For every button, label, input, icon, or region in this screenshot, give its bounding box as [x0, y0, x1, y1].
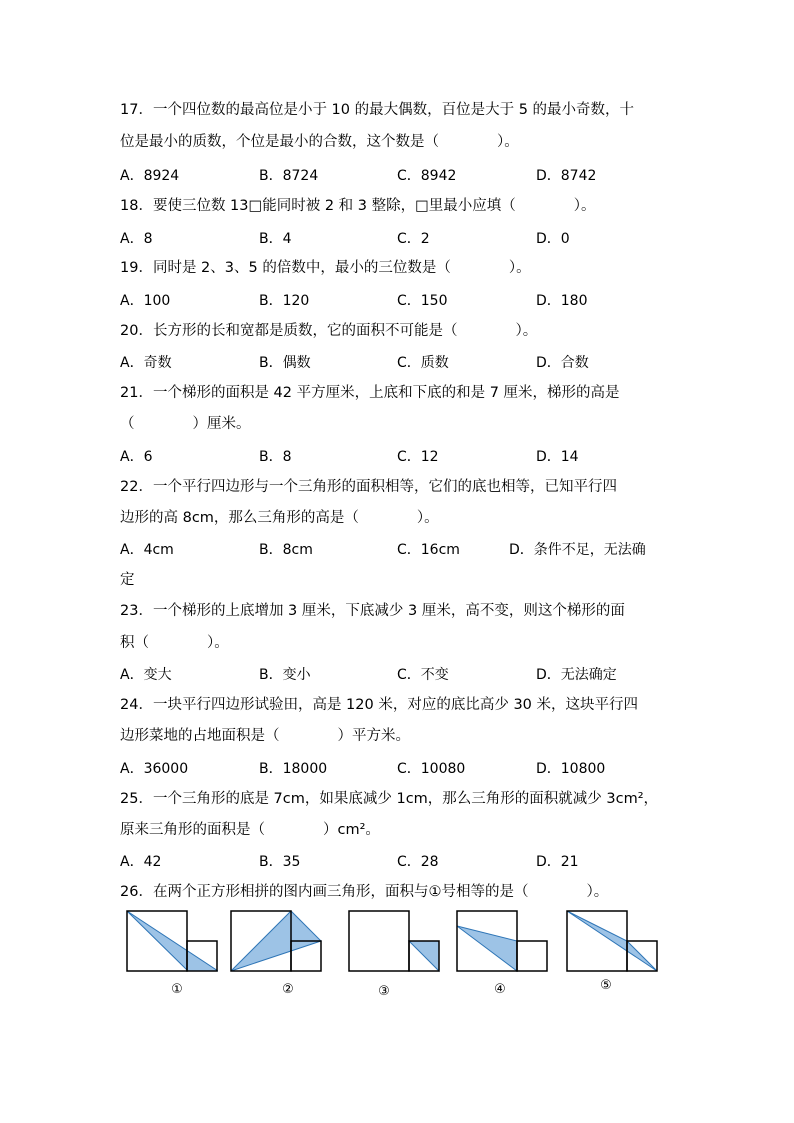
figure-4-label: ④	[494, 982, 506, 997]
option-b: B．35	[259, 854, 301, 870]
option-b: B．变小	[259, 667, 311, 683]
question-18-line-1: 18．要使三位数 13□能同时被 2 和 3 整除，□里最小应填（ ）。	[120, 198, 596, 214]
option-c: C．12	[397, 449, 439, 465]
option-c: C．16cm	[397, 542, 460, 558]
question-17-options	[120, 165, 680, 185]
option-c: C．不变	[397, 667, 449, 683]
question-25-line-1: 25．一个三角形的底是 7cm，如果底减少 1cm，那么三角形的面积就减少 3cm²，	[120, 791, 659, 807]
figure-row	[120, 910, 680, 1010]
question-24-line-2: 边形菜地的占地面积是（ ）平方米。	[120, 728, 410, 744]
question-23-line-1: 23．一个梯形的上底增加 3 厘米，下底减少 3 厘米，高不变，则这个梯形的面	[120, 603, 625, 619]
option-d: D．180	[536, 293, 588, 309]
option-d: D．条件不足，无法确	[509, 542, 646, 558]
question-22-options	[120, 539, 680, 559]
question-22-line-2: 边形的高 8cm，那么三角形的高是（ ）。	[120, 510, 439, 526]
question-20-line-1: 20．长方形的长和宽都是质数，它的面积不可能是（ ）。	[120, 323, 538, 339]
option-a: A．6	[120, 449, 153, 465]
option-b: B．8cm	[259, 542, 313, 558]
question-17-line-1: 17．一个四位数的最高位是小于 10 的最大偶数，百位是大于 5 的最小奇数，十	[120, 102, 635, 118]
question-21-line-1: 21．一个梯形的面积是 42 平方厘米，上底和下底的和是 7 厘米，梯形的高是	[120, 385, 620, 401]
question-23-options	[120, 664, 680, 684]
question-23-line-2: 积（ ）。	[120, 635, 229, 651]
question-17-line-2: 位是最小的质数，个位是最小的合数，这个数是（ ）。	[120, 134, 519, 150]
option-b: B．120	[259, 293, 310, 309]
option-d: D．合数	[536, 355, 589, 371]
option-a: A．100	[120, 293, 171, 309]
figure-4-triangle	[457, 926, 517, 971]
figure-5-label: ⑤	[600, 978, 612, 993]
option-d: D．21	[536, 854, 579, 870]
option-b: B．4	[259, 231, 292, 247]
option-b: B．18000	[259, 761, 328, 777]
option-a: A．4cm	[120, 542, 174, 558]
question-24-line-1: 24．一块平行四边形试验田，高是 120 米，对应的底比高少 30 米，这块平行四	[120, 697, 639, 713]
option-a: A．8924	[120, 168, 180, 184]
question-25-line-2: 原来三角形的面积是（ ）cm²。	[120, 822, 380, 838]
figure-5	[566, 910, 658, 980]
option-a: A．奇数	[120, 355, 172, 371]
question-24-options	[120, 758, 680, 778]
figure-4	[456, 910, 548, 980]
figure-4-small-square	[517, 941, 547, 971]
option-d: D．10800	[536, 761, 606, 777]
option-c: C．28	[397, 854, 439, 870]
option-c: C．2	[397, 231, 430, 247]
question-21-line-2: （ ）厘米。	[120, 416, 251, 432]
option-a: A．变大	[120, 667, 172, 683]
figure-3-large-square	[349, 911, 409, 971]
option-d: D．0	[536, 231, 570, 247]
figure-3	[348, 910, 440, 980]
figure-1	[126, 910, 218, 980]
figure-2	[230, 910, 322, 980]
question-18-options	[120, 228, 680, 248]
figure-3-label: ③	[378, 984, 390, 999]
question-19-options	[120, 290, 680, 310]
figure-3-triangle	[409, 941, 439, 971]
option-d: D．8742	[536, 168, 597, 184]
question-19-line-1: 19．同时是 2、3、5 的倍数中，最小的三位数是（ ）。	[120, 260, 531, 276]
question-26-line-1: 26．在两个正方形相拼的图内画三角形，面积与①号相等的是（ ）。	[120, 884, 609, 900]
option-d: D．14	[536, 449, 579, 465]
figure-2-label: ②	[282, 982, 294, 997]
option-d: D．无法确定	[536, 667, 617, 683]
question-21-options	[120, 446, 680, 466]
option-c: C．10080	[397, 761, 466, 777]
question-25-options	[120, 851, 680, 871]
question-22-line-1: 22．一个平行四边形与一个三角形的面积相等，它们的底也相等，已知平行四	[120, 479, 617, 495]
option-a: A．42	[120, 854, 162, 870]
option-a: A．36000	[120, 761, 189, 777]
figure-1-label: ①	[171, 982, 183, 997]
option-b: B．8	[259, 449, 292, 465]
option-a: A．8	[120, 231, 153, 247]
option-c: C．质数	[397, 355, 449, 371]
question-20-options	[120, 352, 680, 372]
option-c: C．150	[397, 293, 448, 309]
option-b: B．8724	[259, 168, 319, 184]
question-22-option-d-wrap: 定	[120, 572, 135, 588]
option-b: B．偶数	[259, 355, 311, 371]
option-c: C．8942	[397, 168, 457, 184]
